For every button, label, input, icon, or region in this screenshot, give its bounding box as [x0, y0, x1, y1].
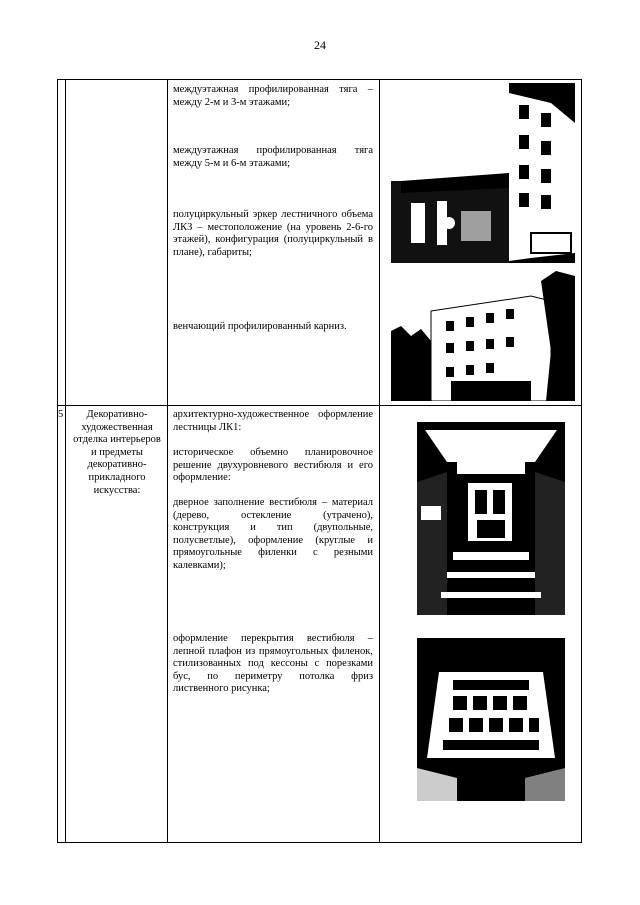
vestibule-door-photo [417, 422, 565, 615]
row2-item-1: архитектурно-художественное оформление лестницы ЛК1: [173, 409, 373, 433]
vestibule-door-illustration [417, 422, 565, 615]
row2-category: Декоративно-художественная отделка интерьеров и предметы декоративно-прикладного искусства: [73, 409, 161, 496]
row2-item-4: оформление перекрытия вестибюля – лепной плафон из прямоугольных филенок, стилизованных под кессоны с порезками бус, по периметру потолка фриз лиственного рисунка; [173, 633, 373, 695]
vestibule-ceiling-photo [417, 638, 565, 801]
table-border-right [581, 79, 582, 843]
row2-number: 5 [58, 409, 64, 420]
row1-item-3: полуциркульный эркер лестничного объема ЛКЗ – местоположение (на уровень 2-6-го этажей), конфигурация (полуциркульный в плане), габариты; [173, 209, 373, 258]
row2-item-3: дверное заполнение вестибюля – материал (дерево, остекление (утрачено), конструкция и тип (двупольные, полусветлые), оформление (круглые и прямоугольные филенки с резными калевками); [173, 497, 373, 571]
page-number: 24 [314, 38, 326, 52]
table-border-left [57, 79, 58, 843]
facade-erker-illustration [391, 83, 575, 263]
table-border-top [57, 79, 582, 80]
row1-item-1: междуэтажная профилированная тяга – между 2-м и 3-м этажами; [173, 84, 373, 108]
row1-item-4: венчающий профилированный карниз. [173, 321, 347, 332]
table-rule-number-col [65, 79, 66, 843]
facade-cornice-photo [391, 271, 575, 401]
table-rule-description-col [379, 79, 380, 843]
table-row-divider [57, 405, 582, 406]
facade-cornice-illustration [391, 271, 575, 401]
facade-erker-photo [391, 83, 575, 263]
row1-item-2: междуэтажная профилированная тяга между 5-м и 6-м этажами; [173, 145, 373, 169]
document-table [57, 79, 582, 843]
row2-item-2: историческое объемно планировочное решение двухуровневого вестибюля и его оформление: [173, 447, 373, 484]
table-border-bottom [57, 842, 582, 843]
vestibule-ceiling-illustration [417, 638, 565, 801]
table-rule-category-col [167, 79, 168, 843]
